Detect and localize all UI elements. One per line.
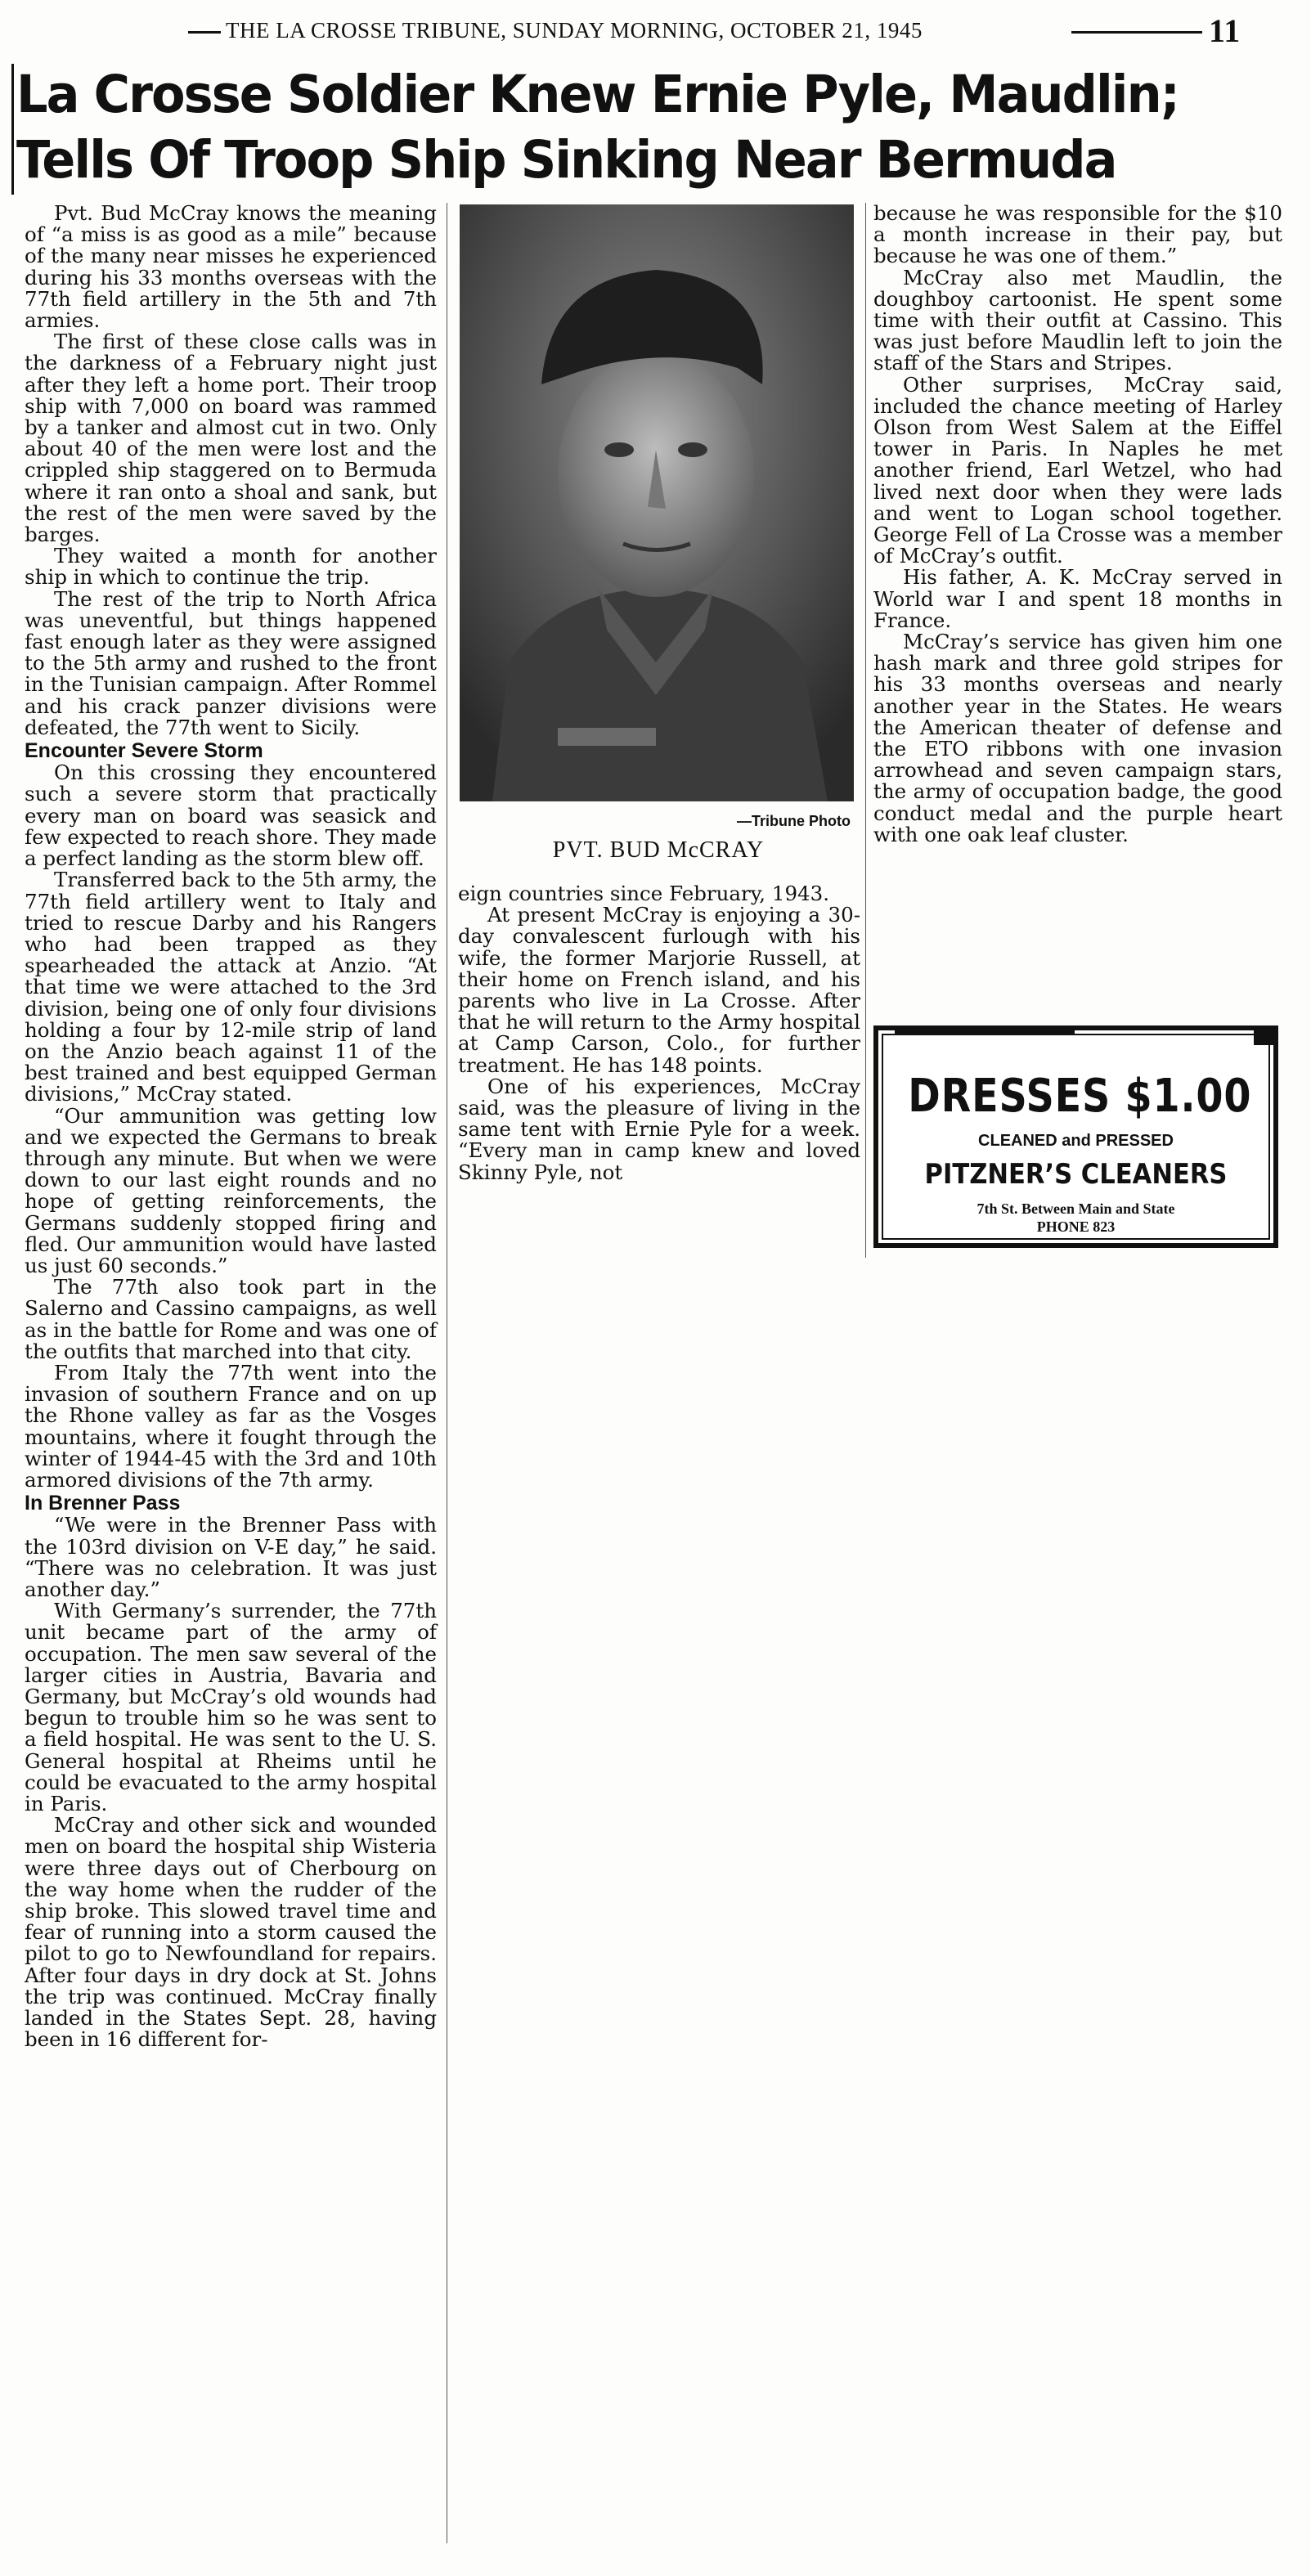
masthead xyxy=(188,12,1251,49)
paragraph: His father, A. K. McCray served in World war I and spent 18 months in France. xyxy=(873,565,1282,632)
paragraph: One of his experiences, McCray said, was the pleasure of living in the same tent with Ernie Pyle for a week. “Every man in camp knew and loved Skinny Pyle, not xyxy=(458,1074,860,1184)
article-column-3 xyxy=(873,203,1282,846)
paragraph: because he was responsible for the $10 a month increase in their pay, but because he was one of them.” xyxy=(873,201,1282,268)
subhead-storm: Encounter Severe Storm xyxy=(25,739,263,763)
masthead-rule-right xyxy=(1071,31,1202,34)
masthead-text: THE LA CROSSE TRIBUNE, SUNDAY MORNING, OCTOBER 21, 1945 xyxy=(226,18,923,43)
paragraph: They waited a month for another ship in which to continue the trip. xyxy=(25,544,437,590)
article-column-1 xyxy=(25,203,437,2050)
headline-line-2: Tells Of Troop Ship Sinking Near Bermuda xyxy=(16,130,1116,190)
ad-address: 7th St. Between Main and State xyxy=(977,1200,1175,1217)
masthead-rule-left xyxy=(188,31,221,34)
paragraph: From Italy the 77th went into the invasion of southern France and on up the Rhone valley as far as the Vosges mountains, where it fought through the winter of 1944-45 with the 3rd and 10th armored divisions of the 7th army. xyxy=(25,1360,437,1492)
ad-subline: CLEANED and PRESSED xyxy=(978,1132,1174,1150)
paragraph: The 77th also took part in the Salerno and Cassino campaigns, as well as in the battle for Rome and was one of the outfits that marched into that city. xyxy=(25,1275,437,1363)
paragraph: With Germany’s surrender, the 77th unit became part of the army of occupation. The men saw several of the larger cities in Austria, Bavaria and Germany, but McCray’s old wounds had begun to trouble him so he was sent to a field hospital. He was sent to the U. S. General hospital at Rheims until he could be evacuated to the army hospital in Paris. xyxy=(25,1599,437,1816)
paragraph: Transferred back to the 5th army, the 77th field artillery went to Italy and tried to rescue Darby and his Rangers who had been trapped as they spearheaded the attack at Anzio. “At that time we were attached to the 3rd division, being one of only four divisions holding a four by 12-mile strip of land on the Anzio beach against 11 of the best trained and best equipped German divisions,” McCray stated. xyxy=(25,868,437,1106)
paragraph: On this crossing they encountered such a severe storm that practically every man on board was seasick and few expected to reach shore. They made a perfect landing as the storm blew off. xyxy=(25,761,438,871)
ad-headline: DRESSES $1.00 xyxy=(908,1070,1252,1123)
subhead-brenner: In Brenner Pass xyxy=(25,1492,181,1515)
ad-business-name: PITZNER’S CLEANERS xyxy=(924,1158,1228,1191)
page-number: 11 xyxy=(1209,12,1241,49)
paragraph: McCray and other sick and wounded men on board the hospital ship Wisteria were three days out of Cherbourg on the way home when the rudder of the ship broke. This slowed travel time and fear of running into a storm caused the pilot to go to Newfoundland for repairs. After four days in dry dock at St. Johns the trip was continued. McCray finally landed in the States Sept. 28, having been in 16 different for- xyxy=(25,1813,437,2052)
paragraph: “We were in the Brenner Pass with the 103rd division on V-E day,” he said. “There was no celebration. It was just another day.” xyxy=(25,1513,437,1601)
paragraph: McCray’s service has given him one hash mark and three gold stripes for his 33 months overseas and nearly another year in the States. He wears the American theater of defense and the ETO ribbons with one invasion arrowhead and seven campaign stars, the army of occupation badge, the good conduct medal and the purple heart with one oak leaf cluster. xyxy=(873,630,1282,846)
paragraph: The rest of the trip to North Africa was uneventful, but things happened fast enough later as they were assigned to the 5th army and rushed to the front in the Tunisian campaign. After Rommel and his crack panzer divisions were defeated, the 77th went to Sicily. xyxy=(25,586,437,739)
ad-top-bar xyxy=(895,1030,1075,1035)
headline-rule xyxy=(11,64,14,195)
paragraph: McCray also met Maudlin, the doughboy cartoonist. He spent some time with their outfit at Cassino. This was just before Maudlin left to join the staff of the Stars and Stripes. xyxy=(873,265,1282,375)
paragraph: eign countries since February, 1943. xyxy=(458,882,830,905)
paragraph: Pvt. Bud McCray knows the meaning of “a miss is as good as a mile” because of the many near misses he experienced during his 33 months overseas with the 77th field artillery in the 5th and 7th armies. xyxy=(25,201,437,333)
headline-line-1: La Crosse Soldier Knew Ernie Pyle, Maudlin; xyxy=(16,65,1179,124)
photo-caption: PVT. BUD McCRAY xyxy=(552,837,765,863)
paragraph: The first of these close calls was in the darkness of a February night just after they left a home port. Their troop ship with 7,000 on board was rammed by a tanker and almost cut in two. Only about 40 of the men were lost and the crippled ship staggered on to Bermuda where it ran onto a shoal and sank, but the rest of the men were saved by the barges. xyxy=(25,330,437,547)
ad-corner xyxy=(1254,1025,1278,1045)
paragraph: At present McCray is enjoying a 30-day convalescent furlough with his wife, the former Marjorie Russell, at their home on French island, and his parents who live in La Crosse. After that he will return to the Army hospital at Camp Carson, Colo., for further treatment. He has 148 points. xyxy=(458,903,860,1077)
ad-phone: PHONE 823 xyxy=(1036,1218,1116,1235)
paragraph: “Our ammunition was getting low and we expected the Germans to break through any minute. But when we were down to our last eight rounds and no hope of getting reinforcements, the Germans suddenly stopped firing and fled. Our ammunition would have lasted us just 60 seconds.” xyxy=(25,1103,437,1277)
portrait-image xyxy=(460,204,854,801)
advertisement-pitzners-cleaners xyxy=(873,1025,1278,1248)
photo-credit: —Tribune Photo xyxy=(737,813,851,829)
portrait-photo xyxy=(460,204,854,801)
column-rule-2 xyxy=(865,203,866,1258)
article-column-2 xyxy=(458,883,860,1183)
paragraph: Other surprises, McCray said, included the chance meeting of Harley Olson from West Salem at the Eiffel tower in Paris. In Naples he met another friend, Earl Wetzel, who had lived next door when they were lads and went to Logan school together. George Fell of La Crosse was a member of McCray’s outfit. xyxy=(873,372,1282,568)
